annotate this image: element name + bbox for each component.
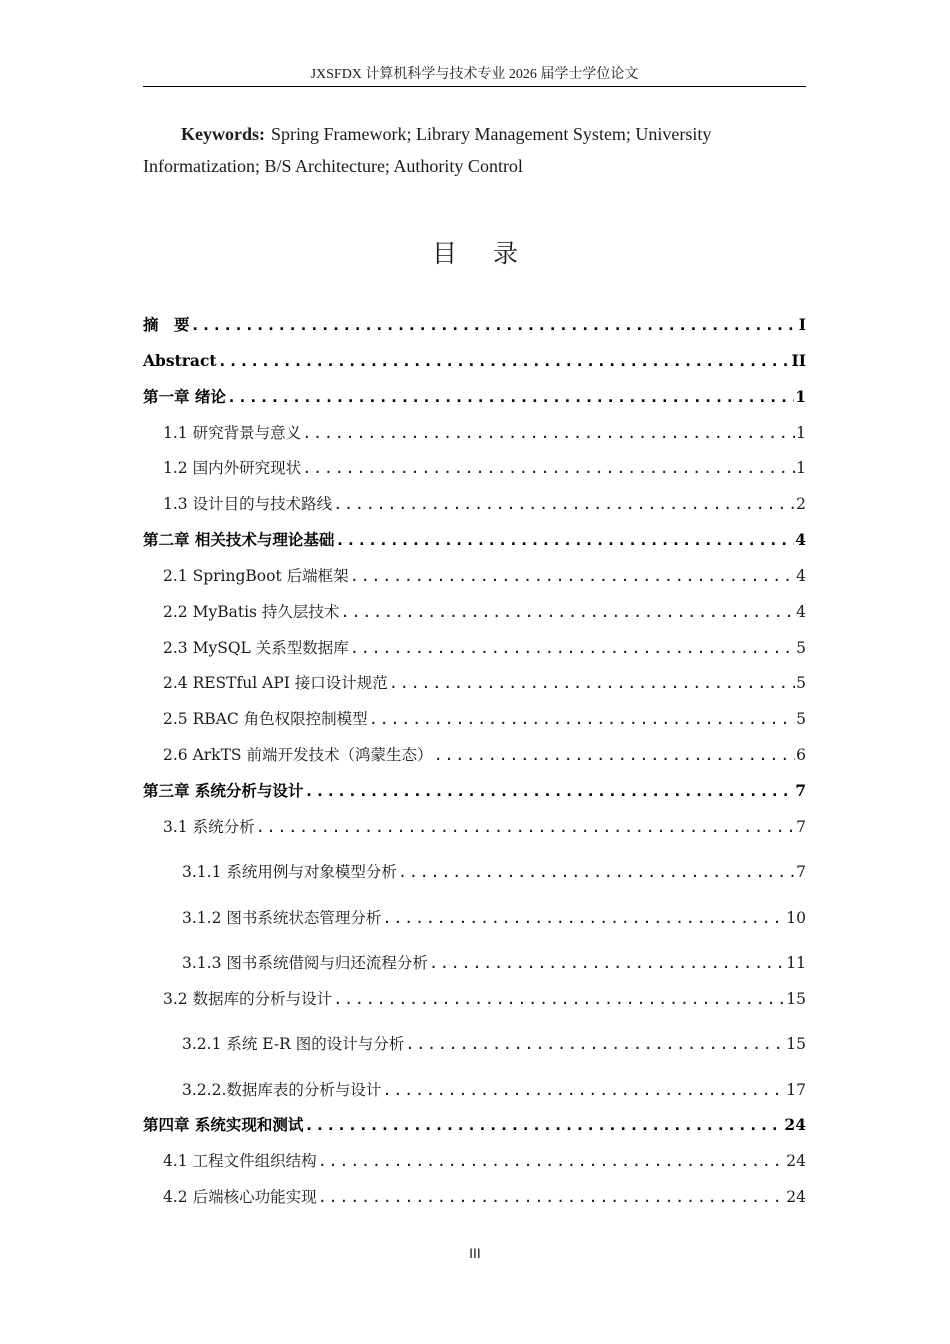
toc-leader-dots: [302, 422, 795, 444]
toc-leader-dots: [405, 1033, 785, 1055]
page-number: III: [469, 1245, 481, 1261]
toc-leader-dots: [318, 1186, 786, 1208]
keywords-label: Keywords:: [181, 124, 265, 144]
toc-entry[interactable]: [163, 493, 806, 515]
toc-entry-label: 2.5 RBAC 角色权限控制模型: [163, 710, 368, 728]
toc-entry[interactable]: [182, 952, 806, 974]
toc-entry-page: 24: [786, 1188, 806, 1206]
toc-entry-page: 17: [786, 1081, 806, 1099]
toc-entry[interactable]: [143, 529, 806, 551]
toc-leader-dots: [333, 493, 795, 515]
toc-entry-page: 7: [796, 818, 806, 836]
toc-entry-label: Abstract: [143, 351, 217, 370]
toc-entry-label: 2.4 RESTful API 接口设计规范: [163, 674, 388, 692]
toc-entry[interactable]: [163, 672, 806, 694]
toc-entry[interactable]: [163, 1150, 806, 1172]
toc-entry-page: 1: [795, 387, 806, 406]
toc-entry-label: 1.3 设计目的与技术路线: [163, 495, 333, 513]
toc-entry-page: 2: [796, 495, 806, 513]
toc-entry-label: 3.1 系统分析: [163, 818, 255, 836]
toc-entry[interactable]: [163, 637, 806, 659]
toc-entry-page: II: [791, 351, 806, 370]
toc-entry-page: 5: [796, 639, 806, 657]
toc-leader-dots: [318, 1150, 786, 1172]
toc-entry[interactable]: [163, 988, 806, 1010]
toc-entry[interactable]: [143, 314, 806, 336]
toc-entry-label: 摘 要: [143, 315, 190, 334]
toc-entry-label: 3.2 数据库的分析与设计: [163, 990, 333, 1008]
toc-leader-dots: [335, 529, 794, 551]
toc-entry[interactable]: [163, 422, 806, 444]
toc-title: 目录: [431, 239, 554, 268]
toc-entry-page: 15: [786, 990, 806, 1008]
toc-entry-label: 4.1 工程文件组织结构: [163, 1152, 317, 1170]
toc-entry-label: 第四章 系统实现和测试: [143, 1115, 304, 1134]
toc-entry-label: 2.6 ArkTS 前端开发技术（鸿蒙生态）: [163, 746, 433, 764]
toc-leader-dots: [333, 988, 785, 1010]
toc-leader-dots: [304, 780, 794, 802]
toc-entry-page: I: [798, 315, 806, 334]
toc-entry[interactable]: [182, 907, 806, 929]
toc-entry[interactable]: [143, 386, 806, 408]
toc-entry-page: 6: [796, 746, 806, 764]
toc-entry-page: 1: [796, 459, 806, 477]
toc-entry-page: 11: [786, 954, 806, 972]
toc-entry-page: 7: [795, 781, 806, 800]
toc-entry-label: 3.2.1 系统 E-R 图的设计与分析: [182, 1035, 405, 1053]
toc-entry-label: 2.3 MySQL 关系型数据库: [163, 639, 349, 657]
toc-entry-label: 3.1.3 图书系统借阅与归还流程分析: [182, 954, 428, 972]
toc-entry-page: 7: [796, 863, 806, 881]
toc-entry-label: 第一章 绪论: [143, 387, 226, 406]
toc-entry[interactable]: [143, 1114, 806, 1136]
toc-entry-label: 1.2 国内外研究现状: [163, 459, 302, 477]
toc-leader-dots: [382, 907, 785, 929]
keywords-text: Spring Framework; Library Management System; University Informatization; B/S Architecture; Authority Control: [143, 124, 712, 176]
toc-leader-dots: [256, 816, 796, 838]
toc-entry-label: 3.2.2.数据库表的分析与设计: [182, 1081, 382, 1099]
toc-entry-label: 3.1.2 图书系统状态管理分析: [182, 909, 382, 927]
toc-entry[interactable]: [182, 861, 806, 883]
toc-entry-label: 3.1.1 系统用例与对象模型分析: [182, 863, 397, 881]
toc-entry-page: 15: [786, 1035, 806, 1053]
toc-leader-dots: [350, 565, 796, 587]
toc-entry-page: 4: [796, 567, 806, 585]
toc-entry[interactable]: [163, 565, 806, 587]
toc-entry-label: 4.2 后端核心功能实现: [163, 1188, 317, 1206]
toc-leader-dots: [433, 744, 795, 766]
toc-entry-page: 24: [786, 1152, 806, 1170]
toc-entry-page: 4: [796, 603, 806, 621]
toc-entry[interactable]: [163, 816, 806, 838]
toc-entry-label: 2.1 SpringBoot 后端框架: [163, 567, 349, 585]
toc-leader-dots: [340, 601, 795, 623]
toc-entry-label: 2.2 MyBatis 持久层技术: [163, 603, 340, 621]
toc-entry-page: 4: [795, 530, 806, 549]
toc-entry-page: 10: [786, 909, 806, 927]
toc-entry[interactable]: [182, 1033, 806, 1055]
toc-entry[interactable]: [163, 601, 806, 623]
toc-leader-dots: [389, 672, 795, 694]
toc-entry-page: 5: [796, 710, 806, 728]
toc-leader-dots: [369, 708, 796, 730]
toc-entry[interactable]: [143, 780, 806, 802]
toc-leader-dots: [398, 861, 795, 883]
toc-entry-page: 24: [784, 1115, 806, 1134]
toc-leader-dots: [218, 350, 791, 372]
toc-entry[interactable]: [163, 708, 806, 730]
toc-entry[interactable]: [143, 350, 806, 372]
toc-leader-dots: [304, 1114, 783, 1136]
toc-entry[interactable]: [163, 1186, 806, 1208]
toc-leader-dots: [350, 637, 795, 659]
toc-entry-page: 5: [796, 674, 806, 692]
toc-entry[interactable]: [163, 744, 806, 766]
toc-entry-page: 1: [796, 424, 806, 442]
toc-leader-dots: [429, 952, 785, 974]
toc-leader-dots: [227, 386, 794, 408]
toc-leader-dots: [191, 314, 798, 336]
toc-entry-label: 1.1 研究背景与意义: [163, 424, 302, 442]
toc-entry[interactable]: [182, 1079, 806, 1101]
toc-leader-dots: [382, 1079, 785, 1101]
toc-entry[interactable]: [163, 457, 806, 479]
toc-entry-label: 第二章 相关技术与理论基础: [143, 530, 335, 549]
running-header: JXSFDX 计算机科学与技术专业 2026 届学士学位论文: [310, 67, 639, 82]
toc-leader-dots: [302, 457, 795, 479]
toc-entry-label: 第三章 系统分析与设计: [143, 781, 304, 800]
